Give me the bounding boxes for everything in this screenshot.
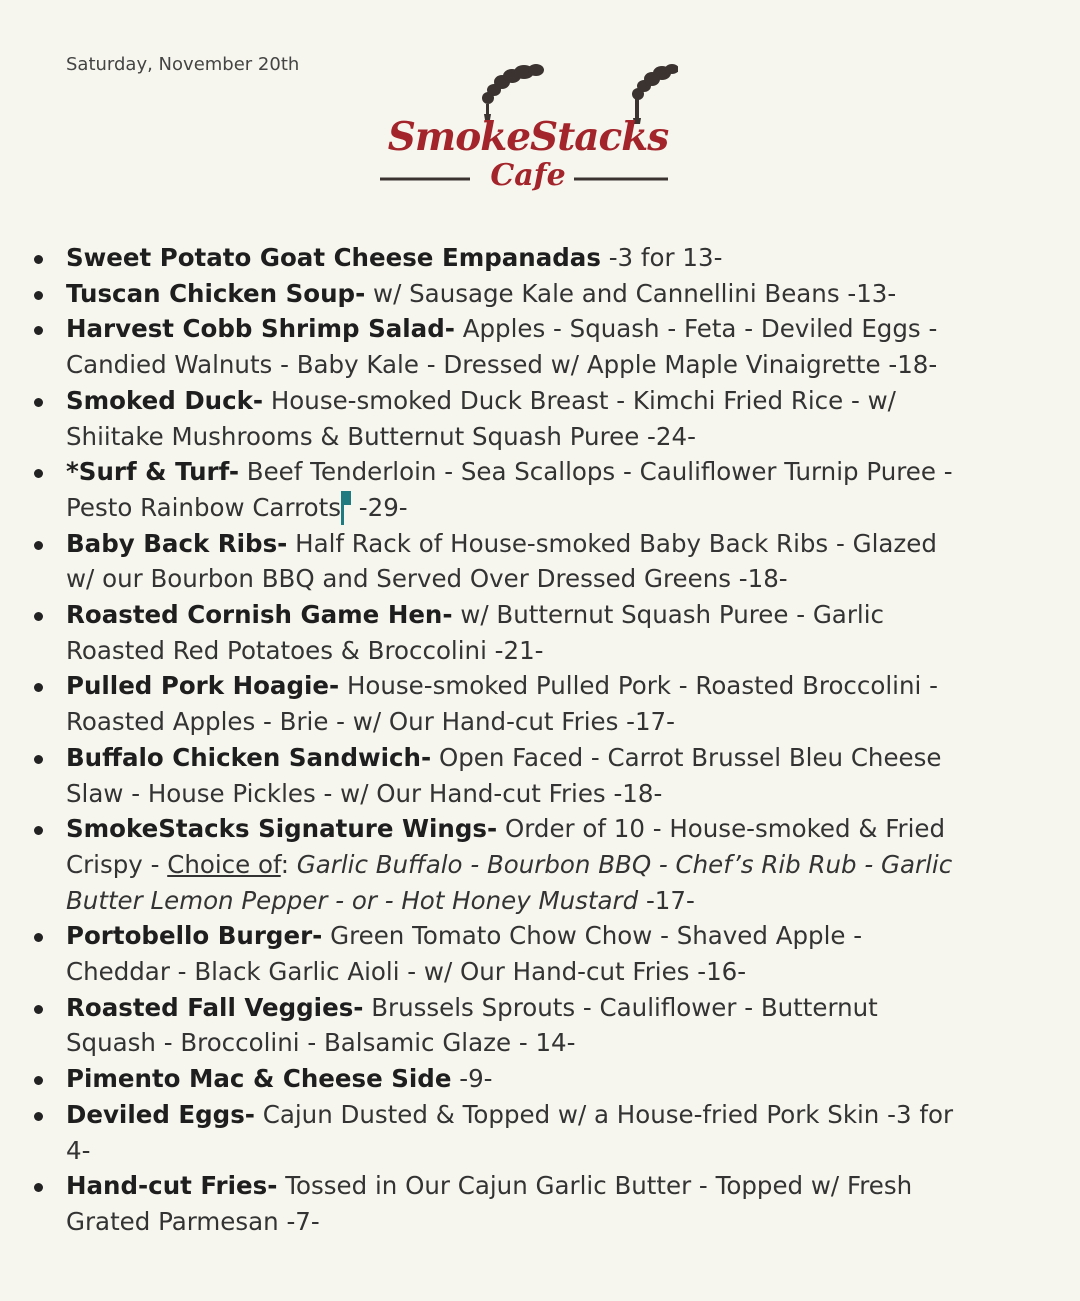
item-name: Portobello Burger- bbox=[66, 921, 323, 951]
item-price: -29- bbox=[350, 492, 408, 522]
choice-label: Choice of bbox=[167, 849, 281, 879]
item-name: Buffalo Chicken Sandwich- bbox=[66, 742, 432, 772]
list-item bbox=[30, 1168, 960, 1239]
item-name: *Surf & Turf- bbox=[66, 457, 240, 487]
list-item bbox=[30, 383, 960, 454]
menu-date: Saturday, November 20th bbox=[66, 54, 300, 75]
item-description: House-smoked Pulled Pork - Roasted Broccolini - Roasted Apples - Brie - w/ Our Hand-cut Fries -17- bbox=[66, 671, 938, 737]
item-name: Roasted Fall Veggies- bbox=[66, 992, 364, 1022]
item-name: Pimento Mac & Cheese Side bbox=[66, 1064, 452, 1094]
item-description: Open Faced - Carrot Brussel Bleu Cheese Slaw - House Pickles - w/ Our Hand-cut Fries -18- bbox=[66, 742, 942, 808]
item-description: Order of 10 - House-smoked & Fried Crispy - bbox=[66, 814, 946, 879]
item-name: Baby Back Ribs- bbox=[66, 528, 288, 558]
list-item bbox=[30, 1097, 960, 1168]
list-item bbox=[30, 740, 960, 811]
list-item bbox=[30, 526, 960, 597]
list-item bbox=[30, 811, 960, 918]
item-name: Harvest Cobb Shrimp Salad- bbox=[66, 314, 455, 344]
item-name: Smoked Duck- bbox=[66, 385, 264, 415]
item-name: Deviled Eggs- bbox=[66, 1099, 255, 1129]
list-item bbox=[30, 454, 960, 525]
menu-list bbox=[30, 240, 960, 1240]
list-item bbox=[30, 276, 960, 312]
item-name: Tuscan Chicken Soup- bbox=[66, 278, 366, 308]
item-name: Hand-cut Fries- bbox=[66, 1171, 278, 1201]
item-description: Half Rack of House-smoked Baby Back Ribs - Glazed w/ our Bourbon BBQ and Served Over Dressed Greens -18- bbox=[66, 528, 937, 594]
list-item bbox=[30, 1061, 960, 1097]
list-item bbox=[30, 918, 960, 989]
list-item bbox=[30, 668, 960, 739]
item-price: -17- bbox=[638, 885, 695, 915]
logo-cafe: Cafe bbox=[490, 158, 566, 193]
text-cursor-handle[interactable] bbox=[341, 491, 351, 505]
item-description: Beef Tenderloin - Sea Scallops - Cauliflower Turnip Puree - Pesto Rainbow Carrots bbox=[66, 457, 953, 522]
item-name: Sweet Potato Goat Cheese Empanadas bbox=[66, 243, 601, 272]
item-description: Brussels Sprouts - Cauliflower - Butternut Squash - Broccolini - Balsamic Glaze - 14- bbox=[66, 992, 878, 1058]
item-name: SmokeStacks Signature Wings- bbox=[66, 814, 498, 844]
item-description: -9- bbox=[451, 1064, 493, 1094]
item-description: w/ Butternut Squash Puree - Garlic Roasted Red Potatoes & Broccolini -21- bbox=[66, 600, 884, 665]
item-description: Tossed in Our Cajun Garlic Butter - Topped w/ Fresh Grated Parmesan -7- bbox=[66, 1171, 913, 1236]
smokestacks-logo bbox=[378, 62, 678, 200]
choice-colon: : bbox=[280, 849, 297, 879]
item-description: Cajun Dusted & Topped w/ a House-fried Pork Skin -3 for 4- bbox=[66, 1099, 954, 1165]
wing-flavors: Garlic Buffalo - Bourbon BBQ - Chef’s Rib Rub - Garlic Butter Lemon Pepper - or - Hot Honey Mustard bbox=[66, 849, 953, 915]
list-item bbox=[30, 311, 960, 382]
logo-wordmark: SmokeStacks bbox=[387, 114, 669, 160]
item-description: House-smoked Duck Breast - Kimchi Fried Rice - w/ Shiitake Mushrooms & Butternut Squash Puree -24- bbox=[66, 385, 896, 451]
item-description: w/ Sausage Kale and Cannellini Beans -13- bbox=[365, 278, 897, 308]
list-item bbox=[30, 990, 960, 1061]
list-item bbox=[30, 240, 960, 276]
item-description: Apples - Squash - Feta - Deviled Eggs - Candied Walnuts - Baby Kale - Dressed w/ Apple Maple Vinaigrette -18- bbox=[66, 314, 938, 380]
item-name: Pulled Pork Hoagie- bbox=[66, 671, 340, 701]
item-description: -3 for 13- bbox=[600, 243, 723, 272]
item-name: Roasted Cornish Game Hen- bbox=[66, 600, 453, 630]
item-description: Green Tomato Chow Chow - Shaved Apple - Cheddar - Black Garlic Aioli - w/ Our Hand-cut Fries -16- bbox=[66, 921, 863, 987]
list-item bbox=[30, 597, 960, 668]
